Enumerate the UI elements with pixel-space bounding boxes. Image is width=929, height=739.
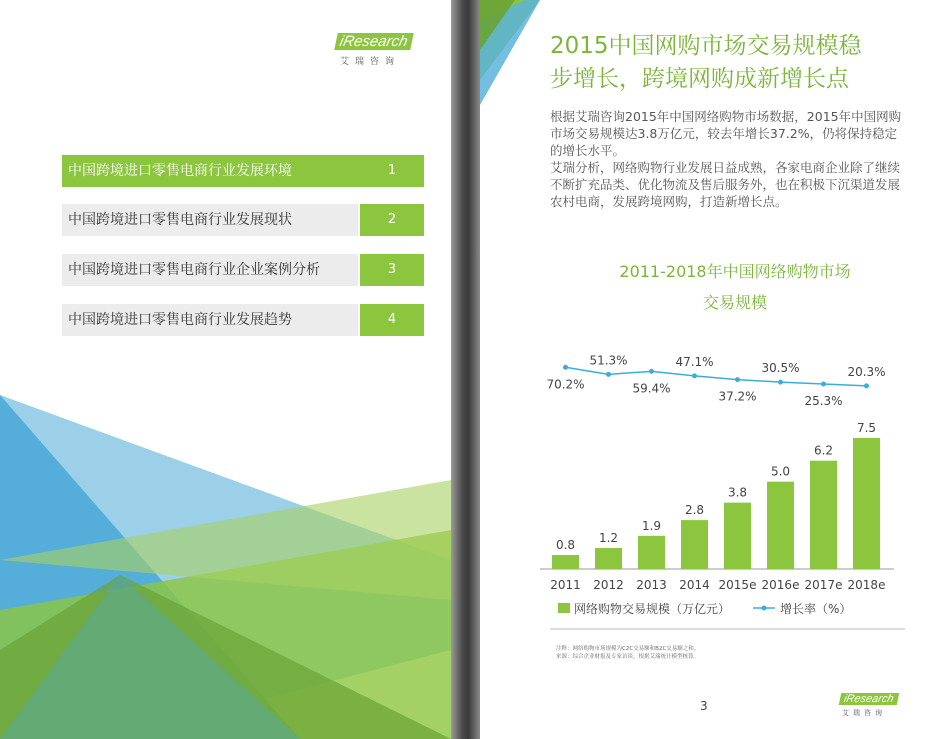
bar [552,555,579,569]
growth-rate-label: 30.5% [761,361,800,376]
toc-item-label: 中国跨境进口零售电商行业发展趋势 [62,304,358,336]
x-tick-label: 2011 [550,578,581,592]
body-paragraph-2: 艾瑞分析，网络购物行业发展日益成熟，各家电商企业除了继续不断扩充品类、优化物流及售后服务外，也在积极下沉渠道发展农村电商，发展跨境网购，打造新增长点。 [550,160,901,209]
growth-rate-point [649,369,654,374]
growth-rate-point [606,372,611,377]
right-page [480,0,929,739]
bar-value-label: 3.8 [727,485,748,500]
page-number: 3 [700,699,708,713]
growth-rate-point [692,373,697,378]
growth-rate-point [864,383,869,388]
bar [638,536,665,569]
growth-rate-point [563,365,568,370]
bar-value-label: 1.9 [641,518,662,533]
logo-brand: iResearch [839,693,899,705]
bar-value-label: 6.2 [813,443,834,458]
chart-title-line-1: 2011-2018年中国网络购物市场 [619,262,851,281]
bar [853,438,880,569]
title-line-2: 步增长，跨境网购成新增长点 [550,66,849,92]
book-gutter [451,0,480,739]
chart-title-line-2: 交易规模 [702,293,767,312]
logo-brand: iResearch [334,33,413,50]
legend-bar-swatch [558,603,570,613]
toc-item-number: 4 [360,304,424,336]
note-line-1: 注释：网络购物市场规模为C2C交易额和B2C交易额之和。 [556,646,700,652]
x-tick-label: 2016e [761,578,800,592]
toc-item-3[interactable] [62,254,424,286]
x-tick-label: 2014 [679,578,710,592]
toc-item-2[interactable] [62,204,424,236]
bar [681,520,708,569]
toc-item-label: 中国跨境进口零售电商行业企业案例分析 [62,254,358,286]
page-title [550,30,920,96]
x-tick-label: 2013 [636,578,667,592]
bar [810,461,837,569]
bar-value-label: 5.0 [770,464,791,479]
x-tick-label: 2017e [804,578,843,592]
bar [724,503,751,569]
toc-item-number: 3 [360,254,424,286]
logo-subtitle: 艾瑞咨询 [842,709,886,717]
growth-rate-label: 20.3% [847,364,886,379]
body-text [550,108,906,210]
note-line-2: 来源：综合企业财报及专家访谈，根据艾瑞统计模型核算。 [556,654,700,660]
x-tick-label: 2018e [847,578,886,592]
growth-rate-label: 59.4% [632,381,671,396]
growth-rate-label: 51.3% [589,353,628,368]
growth-rate-label: 47.1% [675,354,714,369]
legend-bar-label: 网络购物交易规模（万亿元） [574,602,731,616]
growth-rate-label: 70.2% [546,377,585,392]
toc-item-number: 2 [360,204,424,236]
market-size-chart [540,340,920,630]
title-line-1: 2015中国网购市场交易规模稳 [550,33,862,59]
toc-item-1[interactable] [62,155,424,187]
toc-item-label: 中国跨境进口零售电商行业发展环境 [68,163,292,179]
decorative-triangles [0,0,451,739]
toc-item-label: 中国跨境进口零售电商行业发展现状 [62,204,358,236]
bar [767,482,794,569]
bar-value-label: 7.5 [856,421,877,435]
toc-item-number: 1 [360,155,424,187]
left-page [0,0,451,739]
corner-decoration [480,0,540,110]
bar-value-label: 1.2 [598,531,619,546]
x-tick-label: 2012 [593,578,624,592]
legend-line-marker [762,606,767,611]
chart-notes [556,645,699,661]
toc-item-4[interactable] [62,304,424,336]
growth-rate-label: 37.2% [718,389,757,404]
body-paragraph-1: 根据艾瑞咨询2015年中国网络购物市场数据，2015年中国网购市场交易规模达3.8万亿元，较去年增长37.2%，仍将保持稳定的增长水平。 [550,109,902,158]
growth-rate-point [821,382,826,387]
legend-line-label: 增长率（%） [780,602,852,616]
growth-rate-point [778,380,783,385]
logo-subtitle: 艾瑞咨询 [340,57,401,67]
bar [595,548,622,569]
growth-rate-label: 25.3% [804,394,843,409]
chart-title [550,256,920,318]
x-tick-label: 2015e [718,578,757,592]
growth-rate-point [735,377,740,382]
iresearch-logo [336,31,412,67]
bar-value-label: 0.8 [555,538,576,553]
iresearch-logo-footer [840,687,898,718]
bar-value-label: 2.8 [684,503,705,518]
